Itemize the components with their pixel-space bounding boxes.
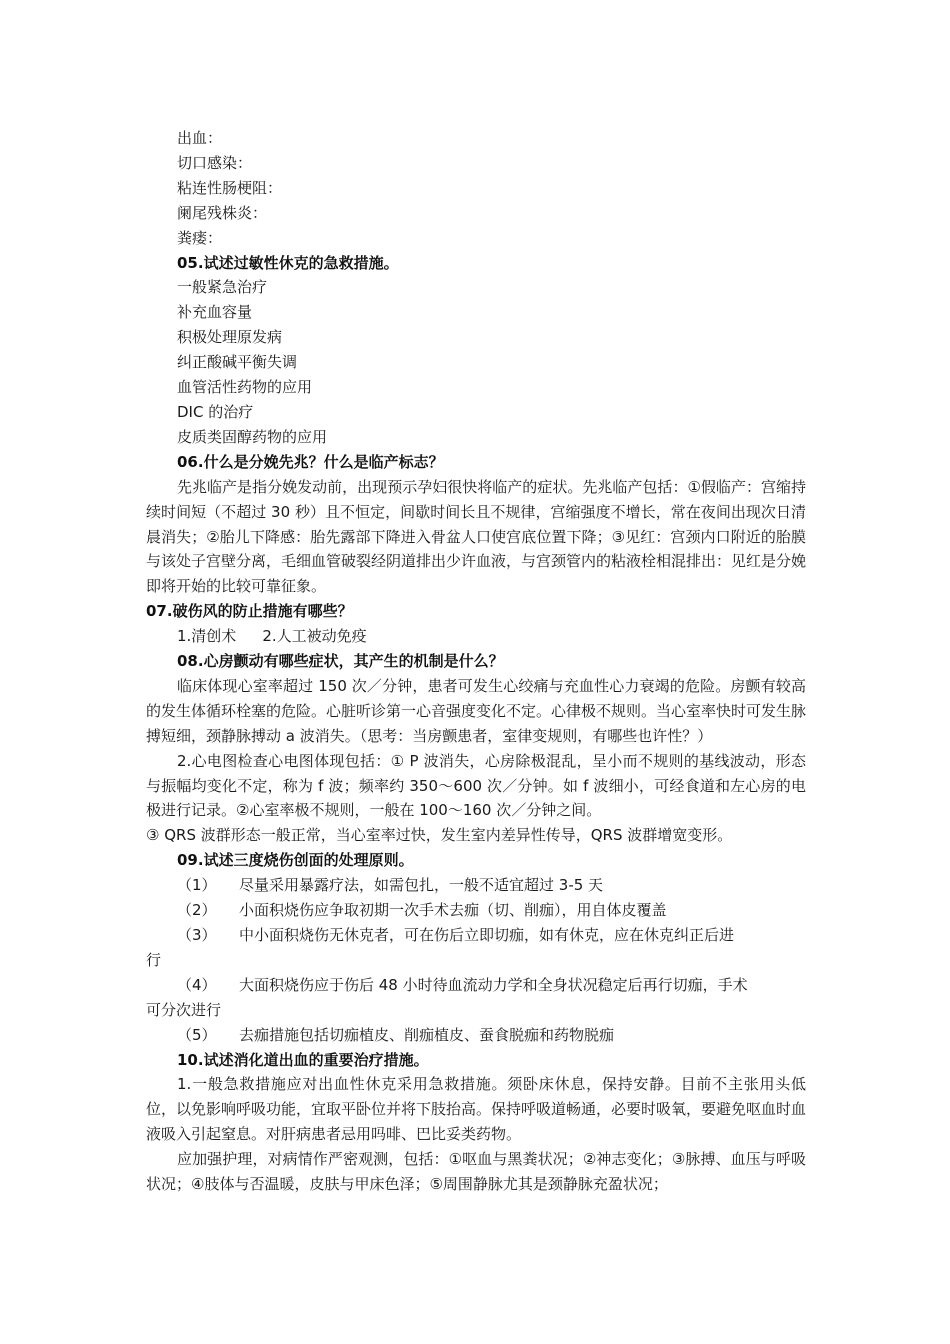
q09-item-text: 小面积烧伤应争取初期一次手术去痂（切、削痂），用自体皮覆盖 <box>239 901 667 920</box>
q05-item: 积极处理原发病 <box>177 328 283 347</box>
q08-heading: 08.心房颤动有哪些症状，其产生的机制是什么？ <box>177 652 504 671</box>
q09-item-number: （1） <box>177 876 217 895</box>
q09-item-text: 中小面积烧伤无休克者，可在伤后立即切痂，如有休克，应在休克纠正后进 <box>239 926 735 944</box>
q10-paragraph: 应加强护理，对病情作严密观测，包括：①呕血与黑粪状况；②神志变化；③脉搏、血压与呼吸状况；④肢体与否温暖，皮肤与甲床色泽；⑤周围静脉尤其是颈静脉充盈状况； <box>146 1150 806 1194</box>
q09-item-text: 去痂措施包括切痂植皮、削痂植皮、蚕食脱痂和药物脱痂 <box>239 1025 615 1044</box>
document-content <box>146 126 806 1197</box>
q07-item-immunization: 2.人工被动免疫 <box>262 627 367 646</box>
q09-item-continuation: 可分次进行 <box>146 1000 222 1019</box>
q09-item <box>146 873 806 898</box>
q09-item-number: （4） <box>177 975 217 994</box>
q05-item: 皮质类固醇药物的应用 <box>177 427 328 446</box>
q09-item-number: （2） <box>177 901 217 920</box>
q10-heading: 10.试述消化道出血的重要治疗措施。 <box>177 1050 429 1069</box>
q04-item: 粘连性肠梗阻： <box>177 178 283 197</box>
q05-item: 补充血容量 <box>177 303 253 322</box>
q09-item <box>146 898 806 923</box>
q09-item-text: 尽量采用暴露疗法，如需包扎，一般不适宜超过 3-5 天 <box>239 876 604 895</box>
q09-item-number: （5） <box>177 1025 217 1044</box>
q09-item-number: （3） <box>177 926 217 944</box>
q09-heading: 09.试述三度烧伤创面的处理原则。 <box>177 851 414 870</box>
q05-item: 纠正酸碱平衡失调 <box>177 353 298 372</box>
q07-heading: 07.破伤风的防止措施有哪些？ <box>146 602 353 621</box>
q10-paragraph: 1.一般急救措施应对出血性休克采用急救措施。须卧床休息，保持安静。目前不主张用头低位，以免影响呼吸功能，宜取平卧位并将下肢抬高。保持呼吸道畅通，必要时吸氧，要避免呕血时血液吸入引起窒息。对肝病患者忌用吗啡、巴比妥类药物。 <box>146 1075 807 1144</box>
q08-paragraph: ③ QRS 波群形态一般正常，当心室率过快，发生室内差异性传导，QRS 波群增宽变形。 <box>146 826 733 845</box>
q04-item: 阑尾残株炎： <box>177 203 268 222</box>
q06-heading: 06.什么是分娩先兆？什么是临产标志？ <box>177 452 444 471</box>
q09-item-text: 大面积烧伤应于伤后 48 小时待血流动力学和全身状况稳定后再行切痂，手术 <box>239 975 748 994</box>
q04-item: 出血： <box>177 129 223 147</box>
q05-item: 血管活性药物的应用 <box>177 378 313 397</box>
q07-item-debridement: 1.清创术 <box>177 627 237 646</box>
q07-measures <box>146 624 806 649</box>
q09-item <box>146 923 806 948</box>
q09-item <box>146 1023 806 1048</box>
q06-answer: 先兆临产是指分娩发动前，出现预示孕妇很快将临产的症状。先兆临产包括：①假临产：宫缩持续时间短（不超过 30 秒）且不恒定，间歇时间长且不规律，宫缩强度不增长，常在夜间出现次日清晨消失；②胎儿下降感：胎先露部下降进入骨盆人口使宫底位置下降；③见红：宫颈内口附近的胎膜与该处子宫壁分离，毛细血管破裂经阴道排出少许血液，与宫颈管内的粘液栓相混排出：见红是分娩即将开始的比较可靠征象。 <box>146 477 807 596</box>
q04-item: 粪瘘： <box>177 228 223 247</box>
q04-item: 切口感染： <box>177 153 253 172</box>
q08-paragraph: 临床体现心室率超过 150 次／分钟，患者可发生心绞痛与充血性心力衰竭的危险。房颤有较高的发生体循环栓塞的危险。心脏听诊第一心音强度变化不定。心律极不规则。当心室率快时可发生脉搏短细，颈静脉搏动 a 波消失。（思考：当房颤患者，室律变规则，有哪些也许性？） <box>146 676 807 745</box>
q08-paragraph: 2.心电图检查心电图体现包括：① P 波消失，心房除极混乱，呈小而不规则的基线波动，形态与振幅均变化不定，称为 f 波；频率约 350～600 次／分钟。如 f 波细小，可经食道和左心房的电极进行记录。②心室率极不规则，一般在 100～160 次／分钟之间。 <box>146 751 806 820</box>
q09-item-continuation: 行 <box>146 950 162 969</box>
q05-item: 一般紧急治疗 <box>177 278 268 297</box>
q05-item: DIC 的治疗 <box>177 402 254 421</box>
q05-heading: 05.试述过敏性休克的急救措施。 <box>177 253 399 272</box>
q09-item <box>146 973 806 998</box>
